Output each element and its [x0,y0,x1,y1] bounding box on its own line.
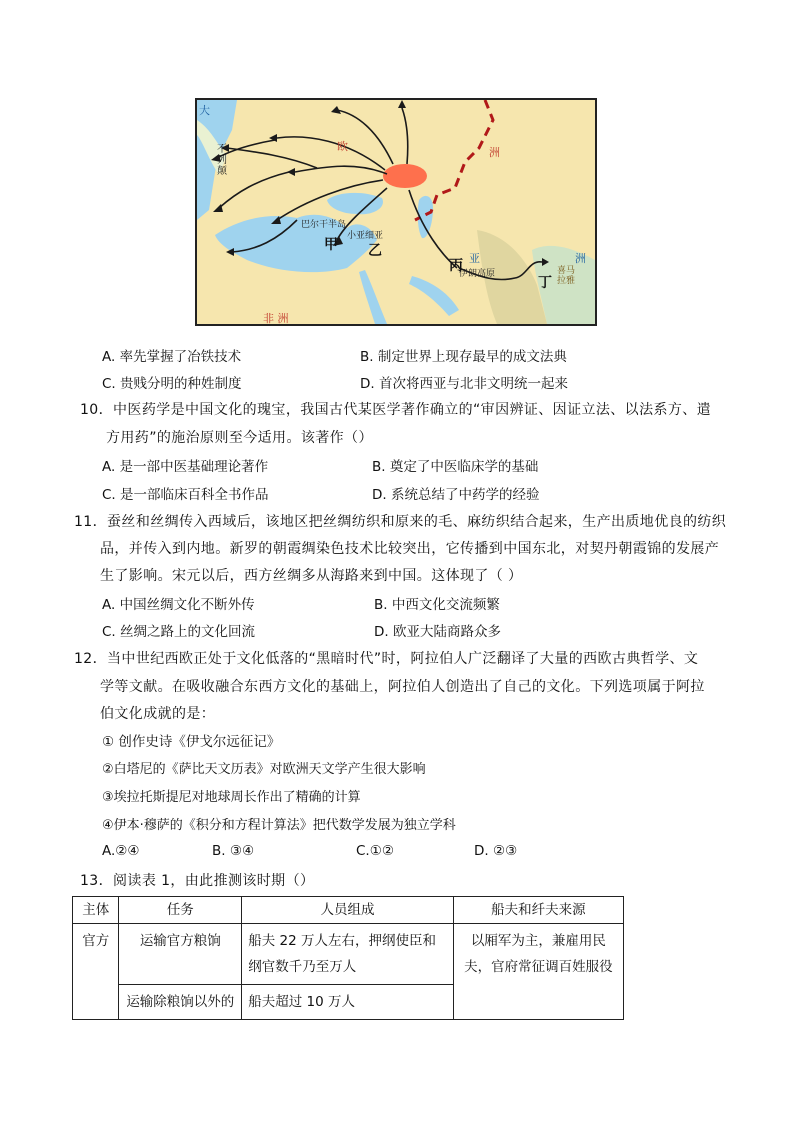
q12-item-2: ②白塔尼的《萨比天文历表》对欧洲天文学产生很大影响 [102,762,426,777]
q12-stem-line3: 伯文化成就的是： [100,706,216,722]
map-label-himalaya: 喜马拉雅 [557,266,576,286]
q11-option-b[interactable]: B. 中西文化交流频繁 [374,597,500,613]
table-header-row [73,897,624,924]
q11-stem-line1: 11．蚕丝和丝绸传入西域后，该地区把丝绸纺织和原来的毛、麻纺织结合起来，生产出质地优良的纺织 [74,514,727,530]
q10-stem-line2: 方用药”的施治原则至今适用。该著作（） [106,430,373,446]
q11-option-d[interactable]: D. 欧亚大陆商路众多 [374,624,501,640]
table-header-cell: 人员组成 [242,897,454,924]
map-label-ya: 亚 [469,252,480,265]
q11-option-c[interactable]: C. 丝绸之路上的文化回流 [102,624,256,640]
map-label-bing: 丙 [449,258,463,274]
q9-option-a[interactable]: A. 率先掌握了冶铁技术 [102,349,242,365]
q12-item-3: ③埃拉托斯提尼对地球周长作出了精确的计算 [102,790,361,805]
map-label-zhou-right: 洲 [575,252,586,265]
map-graphic [197,100,595,324]
q13-stem: 13．阅读表 1，由此推测该时期（） [80,873,315,889]
q9-option-d[interactable]: D. 首次将西亚与北非文明统一起来 [360,376,568,392]
table-cell-staff-line2: 纲官数千乃至万人 [248,959,357,975]
table-header-cell: 任务 [119,897,242,924]
origin-blob [383,164,427,188]
q13-table [72,896,624,1020]
q10-stem-line1: 10．中医药学是中国文化的瑰宝，我国古代某医学著作确立的“审因辨证、因证立法、以法系方、遣 [80,402,712,418]
table-cell-source [453,924,623,1020]
map-label-africa: 非 洲 [263,312,289,325]
table-cell-source-line1: 以厢军为主，兼雇用民 [470,933,606,949]
map-label-jia: 甲 [324,237,338,253]
map-label-yi: 乙 [368,243,382,259]
q10-option-d[interactable]: D. 系统总结了中药学的经验 [372,487,540,503]
q9-option-c[interactable]: C. 贵贱分明的种姓制度 [102,376,242,392]
table-cell-staff [242,924,454,985]
map-label-ding: 丁 [538,275,552,291]
q10-option-a[interactable]: A. 是一部中医基础理论著作 [102,459,269,475]
map-label-iran: 伊朗高原 [459,269,496,279]
map-label-britain: 不列颠 [217,144,227,177]
table-cell-task: 运输除粮饷以外的 [119,985,242,1020]
q12-option-c[interactable]: C.①② [356,843,394,859]
q12-stem-line2: 学等文献。在吸收融合东西方文化的基础上，阿拉伯人创造出了自己的文化。下列选项属于阿拉 [100,679,705,695]
q11-option-a[interactable]: A. 中国丝绸文化不断外传 [102,597,255,613]
q12-item-4: ④伊本·穆萨的《积分和方程计算法》把代数学发展为独立学科 [102,818,456,833]
table-cell-staff: 船夫超过 10 万人 [242,985,454,1020]
map-label-balkan: 巴尔干半岛 [301,220,347,230]
q11-stem-line3: 生了影响。宋元以后，西方丝绸多从海路来到中国。这体现了（ ） [100,568,523,584]
q10-option-b[interactable]: B. 奠定了中医临床学的基础 [372,459,539,475]
table-cell-staff-line1: 船夫 22 万人左右，押纲使臣和 [248,933,436,949]
table-row [73,924,624,985]
table-header-cell: 主体 [73,897,119,924]
table-cell-source-line2: 夫，官府常征调百姓服役 [464,959,613,975]
q9-option-b[interactable]: B. 制定世界上现存最早的成文法典 [360,349,567,365]
q12-option-a[interactable]: A.②④ [102,843,140,859]
table-cell-subject: 官方 [73,924,119,1020]
map-label-asia-minor: 小亚细亚 [347,231,384,241]
q12-option-d[interactable]: D. ②③ [474,843,518,859]
map-label-zhou-top: 洲 [489,146,500,159]
q11-stem-line2: 品，并传入到内地。新罗的朝霞绸染色技术比较突出，它传播到中国东北，对契丹朝霞锦的发展产 [100,541,720,557]
q12-option-b[interactable]: B. ③④ [212,843,255,859]
table-header-cell: 船夫和纤夫来源 [453,897,623,924]
q12-item-1: ① 创作史诗《伊戈尔远征记》 [102,734,281,750]
q12-stem-line1: 12．当中世纪西欧正处于文化低落的“黑暗时代”时，阿拉伯人广泛翻译了大量的西欧古典哲学、文 [74,651,699,667]
historical-map [195,98,597,326]
map-label-ou: 欧 [337,140,348,153]
map-label-da: 大 [199,104,210,117]
table-cell-task: 运输官方粮饷 [119,924,242,985]
q10-option-c[interactable]: C. 是一部临床百科全书作品 [102,487,269,503]
